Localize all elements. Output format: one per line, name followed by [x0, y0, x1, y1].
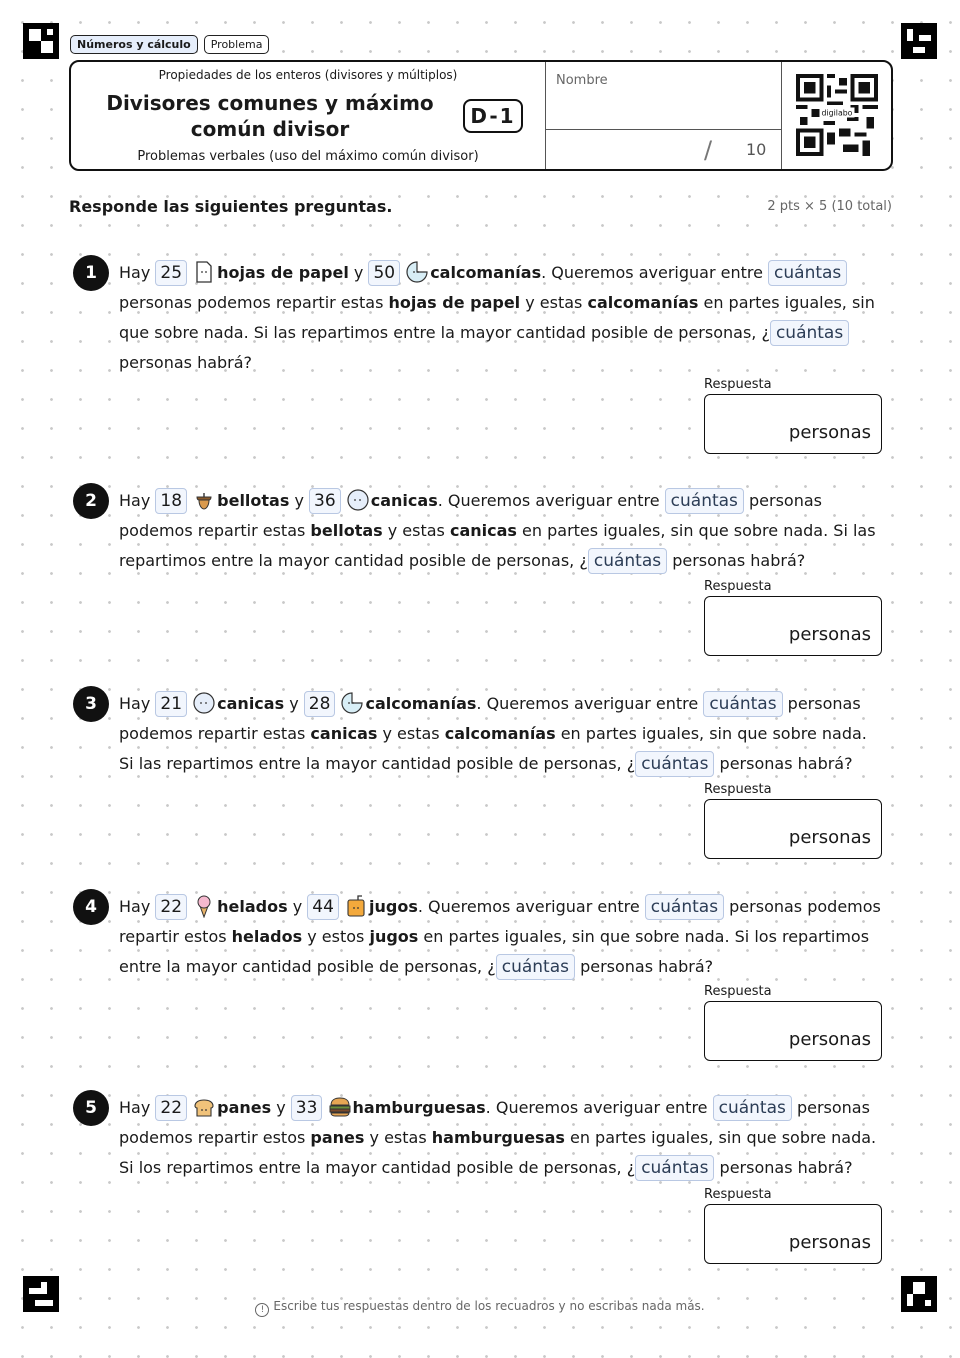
header-topic: Problemas verbales (uso del máximo común divisor) [137, 149, 479, 164]
worksheet-code: D-1 [463, 99, 523, 133]
question-text [119, 689, 883, 779]
ice-cream-icon [192, 894, 216, 918]
quantity-a: 22 [155, 1095, 187, 1121]
text-part: y estas [382, 521, 450, 540]
blank-cuantas: cuántas [496, 954, 575, 980]
item-b: jugos [369, 897, 418, 916]
text-part: . Queremos averiguar entre [476, 694, 704, 713]
question-number: 5 [73, 1090, 109, 1126]
word-y: y [348, 263, 369, 282]
text-part: personas habrá? [574, 957, 714, 976]
answer-label: Respuesta [704, 1187, 772, 1202]
header-subtitle: Propiedades de los enteros (divisores y múltiplos) [158, 68, 458, 82]
blank-cuantas: cuántas [645, 894, 724, 920]
text-part: . Queremos averiguar entre [485, 1098, 713, 1117]
word-y: y [284, 694, 304, 713]
blank-cuantas: cuántas [665, 488, 744, 514]
text-part: personas podemos repartir estos [119, 897, 881, 946]
word-y: y [287, 897, 308, 916]
answer-unit: personas [788, 422, 871, 443]
item-b-ref: canicas [449, 521, 517, 540]
answer-label: Respuesta [704, 782, 772, 797]
answer-label: Respuesta [704, 579, 772, 594]
category-tags [70, 35, 269, 54]
answer-label: Respuesta [704, 984, 772, 999]
header-title-area [71, 62, 545, 169]
blank-cuantas: cuántas [770, 320, 849, 346]
tag-type: Problema [204, 35, 270, 54]
acorn-icon [192, 488, 216, 512]
text-part: personas podemos repartir estos [119, 1098, 870, 1147]
marble-icon [346, 488, 370, 512]
footer-note [0, 1299, 960, 1317]
marble-icon [192, 691, 216, 715]
quantity-a: 25 [155, 260, 187, 286]
points-info: 2 pts × 5 (10 total) [767, 199, 892, 214]
question-text [119, 486, 883, 576]
answer-box[interactable] [704, 1001, 882, 1061]
quantity-b: 36 [309, 488, 341, 514]
text-part: en partes iguales, sin que sobre nada. Si los repartimos entre la mayor cantidad posible de personas, ¿ [119, 1128, 877, 1177]
text-part: personas habrá? [714, 1158, 853, 1177]
text-part: . Queremos averiguar entre [417, 897, 645, 916]
question-text [119, 258, 883, 378]
item-a: bellotas [217, 491, 290, 510]
item-a-ref: panes [310, 1128, 365, 1147]
word-hay: Hay [119, 897, 151, 916]
blank-cuantas: cuántas [635, 751, 714, 777]
qr-code-icon [796, 74, 878, 156]
question-number: 1 [73, 255, 109, 291]
item-a-ref: bellotas [310, 521, 383, 540]
sticker-icon [405, 260, 429, 284]
quantity-a: 18 [155, 488, 187, 514]
item-a: helados [217, 897, 288, 916]
quantity-a: 22 [155, 894, 187, 920]
blank-cuantas: cuántas [635, 1155, 714, 1181]
text-part: personas podemos repartir estas [119, 694, 861, 743]
item-b: canicas [370, 491, 438, 510]
name-field[interactable] [545, 62, 782, 169]
qr-label: digilabo [821, 108, 853, 118]
item-a-ref: canicas [310, 724, 378, 743]
instructions: Responde las siguientes preguntas. [69, 197, 393, 216]
text-part: y estas [520, 293, 588, 312]
item-a-ref: hojas de papel [388, 293, 521, 312]
info-icon: ! [255, 1303, 269, 1317]
answer-unit: personas [788, 1232, 871, 1253]
item-a: panes [217, 1098, 272, 1117]
text-part: y estas [364, 1128, 432, 1147]
quantity-b: 50 [368, 260, 400, 286]
text-part: y estos [302, 927, 370, 946]
text-part: personas habrá? [714, 754, 853, 773]
question-text [119, 1093, 883, 1183]
sticker-icon [340, 691, 364, 715]
quantity-b: 44 [307, 894, 339, 920]
blank-cuantas: cuántas [713, 1095, 792, 1121]
word-y: y [289, 491, 310, 510]
question-number: 3 [73, 686, 109, 722]
word-hay: Hay [119, 1098, 151, 1117]
bread-icon [192, 1095, 216, 1119]
answer-label: Respuesta [704, 377, 772, 392]
text-part: en partes iguales, sin que sobre nada. Si los repartimos entre la mayor cantidad posible de personas, ¿ [119, 927, 870, 976]
word-hay: Hay [119, 491, 151, 510]
answer-box[interactable] [704, 394, 882, 454]
item-b-ref: calcomanías [587, 293, 699, 312]
blank-cuantas: cuántas [768, 260, 847, 286]
blank-cuantas: cuántas [703, 691, 782, 717]
score-slash: / [704, 136, 713, 164]
text-part: y estas [377, 724, 445, 743]
question-text [119, 892, 883, 982]
name-label: Nombre [556, 73, 608, 88]
question-number: 2 [73, 483, 109, 519]
item-b-ref: calcomanías [444, 724, 556, 743]
text-part: personas podemos repartir estas [119, 491, 822, 540]
text-part: . Queremos averiguar entre [541, 263, 769, 282]
item-a: hojas de papel [217, 263, 349, 282]
answer-box[interactable] [704, 596, 882, 656]
question-number: 4 [73, 889, 109, 925]
footer-text: Escribe tus respuestas dentro de los recuadros y no escribas nada más. [273, 1299, 705, 1313]
item-b: hamburguesas [352, 1098, 486, 1117]
item-b-ref: hamburguesas [431, 1128, 565, 1147]
text-part: personas habrá? [667, 551, 806, 570]
answer-unit: personas [788, 624, 871, 645]
qr-area [781, 62, 892, 169]
page-title: Divisores comunes y máximo común divisor [106, 91, 434, 141]
name-divider [546, 129, 782, 130]
juice-box-icon [344, 894, 368, 918]
text-part: personas habrá? [119, 353, 253, 372]
worksheet-header [69, 60, 893, 171]
word-hay: Hay [119, 263, 151, 282]
tag-category: Números y cálculo [70, 35, 198, 54]
item-a-ref: helados [231, 927, 303, 946]
corner-marker-top-right [901, 23, 937, 59]
text-part: personas podemos repartir estas [119, 293, 389, 312]
text-part: en partes iguales, sin que sobre nada. Si las repartimos entre la mayor cantidad posible de personas, ¿ [119, 724, 867, 773]
item-b: calcomanías [365, 694, 477, 713]
text-part: . Queremos averiguar entre [437, 491, 665, 510]
item-b-ref: jugos [369, 927, 419, 946]
answer-box[interactable] [704, 799, 882, 859]
quantity-a: 21 [155, 691, 187, 717]
word-y: y [271, 1098, 291, 1117]
score-total: 10 [746, 140, 767, 159]
quantity-b: 28 [304, 691, 336, 717]
word-hay: Hay [119, 694, 151, 713]
paper-sheet-icon [192, 260, 216, 284]
text-part: en partes iguales, sin que sobre nada. Si las repartimos entre la mayor cantidad posible de personas, ¿ [119, 293, 875, 342]
answer-unit: personas [788, 827, 871, 848]
quantity-b: 33 [291, 1095, 323, 1121]
answer-box[interactable] [704, 1204, 882, 1264]
text-part: en partes iguales, sin que sobre nada. Si las repartimos entre la mayor cantidad posible de personas, ¿ [119, 521, 876, 570]
hamburger-icon [328, 1095, 352, 1119]
blank-cuantas: cuántas [588, 548, 667, 574]
item-b: calcomanías [430, 263, 542, 282]
item-a: canicas [217, 694, 285, 713]
answer-unit: personas [788, 1029, 871, 1050]
corner-marker-top-left [23, 23, 59, 59]
